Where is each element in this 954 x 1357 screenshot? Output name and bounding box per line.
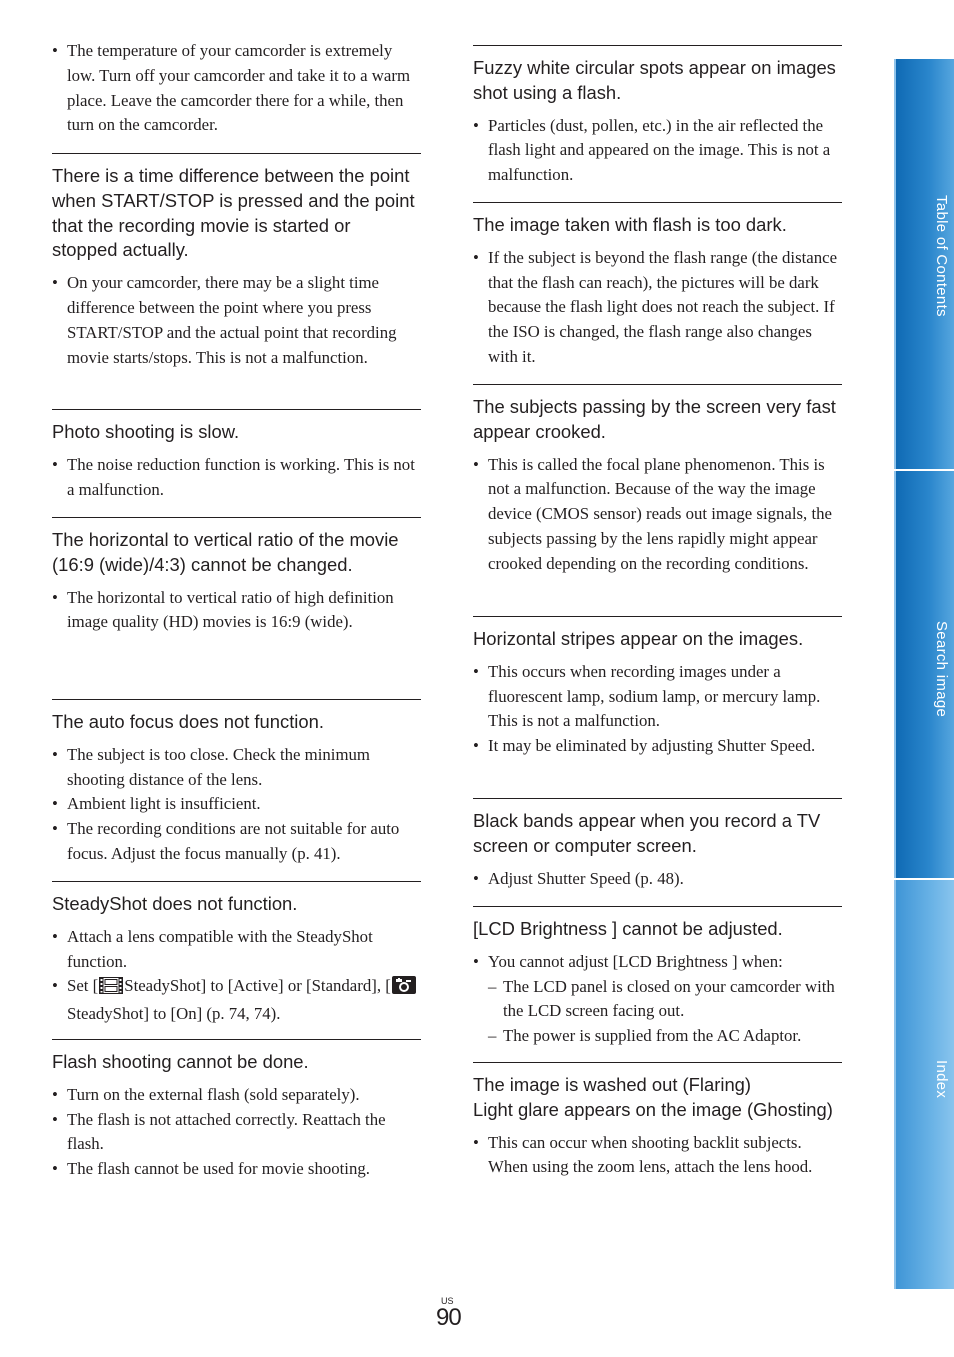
bullet-text: Set [: [67, 976, 99, 996]
bullet-list: [52, 925, 421, 1027]
bullet-item: • The noise reduction function is working. This is not a malfunction.: [52, 453, 421, 503]
section-flash-shooting: [52, 1039, 421, 1182]
section-fuzzy-spots: [473, 45, 842, 188]
section-auto-focus: [52, 699, 421, 867]
section-horizontal-stripes: [473, 616, 842, 759]
sub-item: – The LCD panel is closed on your camcorder with the LCD screen facing out.: [488, 975, 842, 1025]
section-heading: Horizontal stripes appear on the images.: [473, 628, 804, 649]
bullet-item: • The flash cannot be used for movie shooting.: [52, 1157, 421, 1182]
tab-label: Table of Contents: [933, 195, 950, 317]
section-crooked-subjects: [473, 384, 842, 577]
bullet-item: • Turn on the external flash (sold separately).: [52, 1083, 421, 1108]
section-heading: SteadyShot does not function.: [52, 893, 298, 914]
bullet-item: • The flash is not attached correctly. Reattach the flash.: [52, 1108, 421, 1158]
sub-item: – The power is supplied from the AC Adaptor.: [488, 1024, 842, 1049]
tab-label: Search image: [933, 621, 950, 718]
bullet-item: [52, 974, 421, 1027]
section-time-difference: [52, 153, 421, 370]
section-heading: The image taken with flash is too dark.: [473, 214, 787, 235]
page-region: US: [441, 1296, 454, 1306]
bullet-list: [473, 660, 842, 759]
bullet-item: • On your camcorder, there may be a slight time difference between the point where you press START/STOP and the actual point that recording movie starts/stops. This is not a malfunction.: [52, 271, 421, 370]
bullet-item: • The subject is too close. Check the minimum shooting distance of the lens.: [52, 743, 421, 793]
bullet-item: • Attach a lens compatible with the SteadyShot function.: [52, 925, 421, 975]
bullet-item: • If the subject is beyond the flash range (the distance that the flash can reach), the pictures will be dark because the flash light does not reach the subject. If the ISO is changed, the flash range also changes with it.: [473, 246, 842, 370]
section-heading: There is a time difference between the point when START/STOP is pressed and the point that the recording movie is started or stopped actually.: [52, 165, 415, 261]
section-flaring-ghosting: [473, 1062, 842, 1180]
section-steadyshot: [52, 881, 421, 1027]
bullet-item: • The horizontal to vertical ratio of high definition image quality (HD) movies is 16:9 (wide).: [52, 586, 421, 636]
section-heading: The image is washed out (Flaring) Light glare appears on the image (Ghosting): [473, 1074, 833, 1120]
bullet-item: • The recording conditions are not suitable for auto focus. Adjust the focus manually (p. 41).: [52, 817, 421, 867]
page-number-value: 90: [436, 1304, 461, 1331]
section-heading: Flash shooting cannot be done.: [52, 1051, 309, 1072]
bullet-list: [473, 114, 842, 188]
bullet-item: • Particles (dust, pollen, etc.) in the air reflected the flash light and appeared on the image. This is not a malfunction.: [473, 114, 842, 188]
bullet-text: SteadyShot] to [Active] or [Standard], [: [124, 976, 391, 996]
bullet-list: [473, 867, 842, 892]
section-heading: The subjects passing by the screen very fast appear crooked.: [473, 396, 836, 442]
bullet-list: [52, 453, 421, 503]
bullet-text: You cannot adjust [LCD Brightness ] when:: [488, 951, 783, 971]
bullet-item: [473, 950, 842, 1049]
section-photo-slow: [52, 409, 421, 502]
section-flash-too-dark: [473, 202, 842, 370]
section-black-bands: [473, 798, 842, 891]
bullet-item: • This can occur when shooting backlit subjects. When using the zoom lens, attach the lens hood.: [473, 1131, 842, 1181]
bullet-item: • Adjust Shutter Speed (p. 48).: [473, 867, 842, 892]
section-heading: Fuzzy white circular spots appear on images shot using a flash.: [473, 57, 836, 103]
bullet-item: • This occurs when recording images under a fluorescent lamp, sodium lamp, or mercury lamp. This is not a malfunction.: [473, 660, 842, 734]
bullet-text: SteadyShot] to [On] (p. 74, 74).: [67, 1004, 281, 1024]
bullet-list: [473, 1131, 842, 1181]
movie-mode-icon: [99, 977, 123, 1002]
bullet-list: [473, 950, 842, 1049]
bullet-item: • Ambient light is insufficient.: [52, 792, 421, 817]
bullet-item: • It may be eliminated by adjusting Shutter Speed.: [473, 734, 842, 759]
tab-table-of-contents[interactable]: [894, 59, 954, 469]
bullet-list: [52, 586, 421, 636]
bullet-item: • The temperature of your camcorder is extremely low. Turn off your camcorder and take it to a warm place. Leave the camcorder there for a while, then turn on the camcorder.: [52, 39, 421, 138]
section-lcd-brightness: [473, 906, 842, 1049]
section-heading: Black bands appear when you record a TV screen or computer screen.: [473, 810, 821, 856]
section-heading: Photo shooting is slow.: [52, 421, 240, 442]
page-number: [436, 1296, 460, 1330]
bullet-list: [52, 1083, 421, 1182]
section-aspect-ratio: [52, 517, 421, 635]
bullet-list: [473, 246, 842, 370]
tab-label: Index: [933, 1060, 950, 1099]
tab-search-image[interactable]: [894, 471, 954, 878]
tab-index[interactable]: [894, 880, 954, 1289]
section-heading: The horizontal to vertical ratio of the movie (16:9 (wide)/4:3) cannot be changed.: [52, 529, 399, 575]
bullet-item: • This is called the focal plane phenomenon. This is not a malfunction. Because of the way the image device (CMOS sensor) reads out image signals, the subjects passing by the lens rapidly might appear crooked depending on the recording conditions.: [473, 453, 842, 577]
photo-mode-icon: [392, 976, 416, 1002]
bullet-list: [52, 271, 421, 370]
section-heading: [LCD Brightness ] cannot be adjusted.: [473, 918, 783, 939]
bullet-list: [52, 39, 421, 138]
sub-list: [488, 975, 842, 1049]
bullet-list: [52, 743, 421, 867]
section-heading: The auto focus does not function.: [52, 711, 324, 732]
section-cold-camcorder: [52, 39, 421, 138]
bullet-list: [473, 453, 842, 577]
